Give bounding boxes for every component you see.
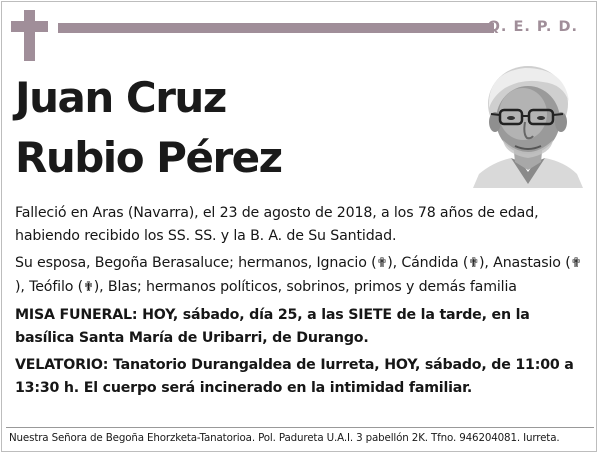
- name-line-2: Rubio Pérez: [15, 133, 282, 182]
- small-cross-icon: ✟: [468, 256, 480, 271]
- obituary-body: [15, 202, 590, 404]
- funeral-home-footer: Nuestra Señora de Begoña Ehorzketa-Tanatorioa. Pol. Padureta U.A.I. 3 pabellón 2K. Tfno. 946204081. Iurreta.: [9, 432, 560, 444]
- name-line-1: Juan Cruz: [15, 73, 226, 122]
- small-cross-icon: ✟: [570, 256, 582, 271]
- death-notice-paragraph: Falleció en Aras (Navarra), el 23 de agosto de 2018, a los 78 años de edad, habiendo recibido los SS. SS. y la B. A. de Su Santidad.: [15, 205, 539, 244]
- funeral-mass-paragraph: MISA FUNERAL: HOY, sábado, día 25, a las SIETE de la tarde, en la basílica Santa María de Uribarri, de Durango.: [15, 307, 530, 346]
- header-rule: [58, 23, 494, 33]
- wake-paragraph: VELATORIO: Tanatorio Durangaldea de Iurreta, HOY, sábado, de 11:00 a 13:30 h. El cuerpo será incinerado en la intimidad familiar.: [15, 357, 574, 396]
- small-cross-icon: ✟: [83, 279, 94, 295]
- small-cross-icon: ✟: [376, 256, 388, 271]
- portrait-photo: [473, 62, 583, 188]
- qepd-label: Q. E. P. D.: [487, 19, 578, 35]
- deceased-name: [15, 68, 282, 188]
- footer-divider: [6, 427, 594, 428]
- family-paragraph: Su esposa, Begoña Berasaluce; hermanos, Ignacio (✟), Cándida (✟), Anastasio (✟), Teófilo (✟), Blas; hermanos políticos, sobrinos, primos y demás familia: [15, 252, 590, 299]
